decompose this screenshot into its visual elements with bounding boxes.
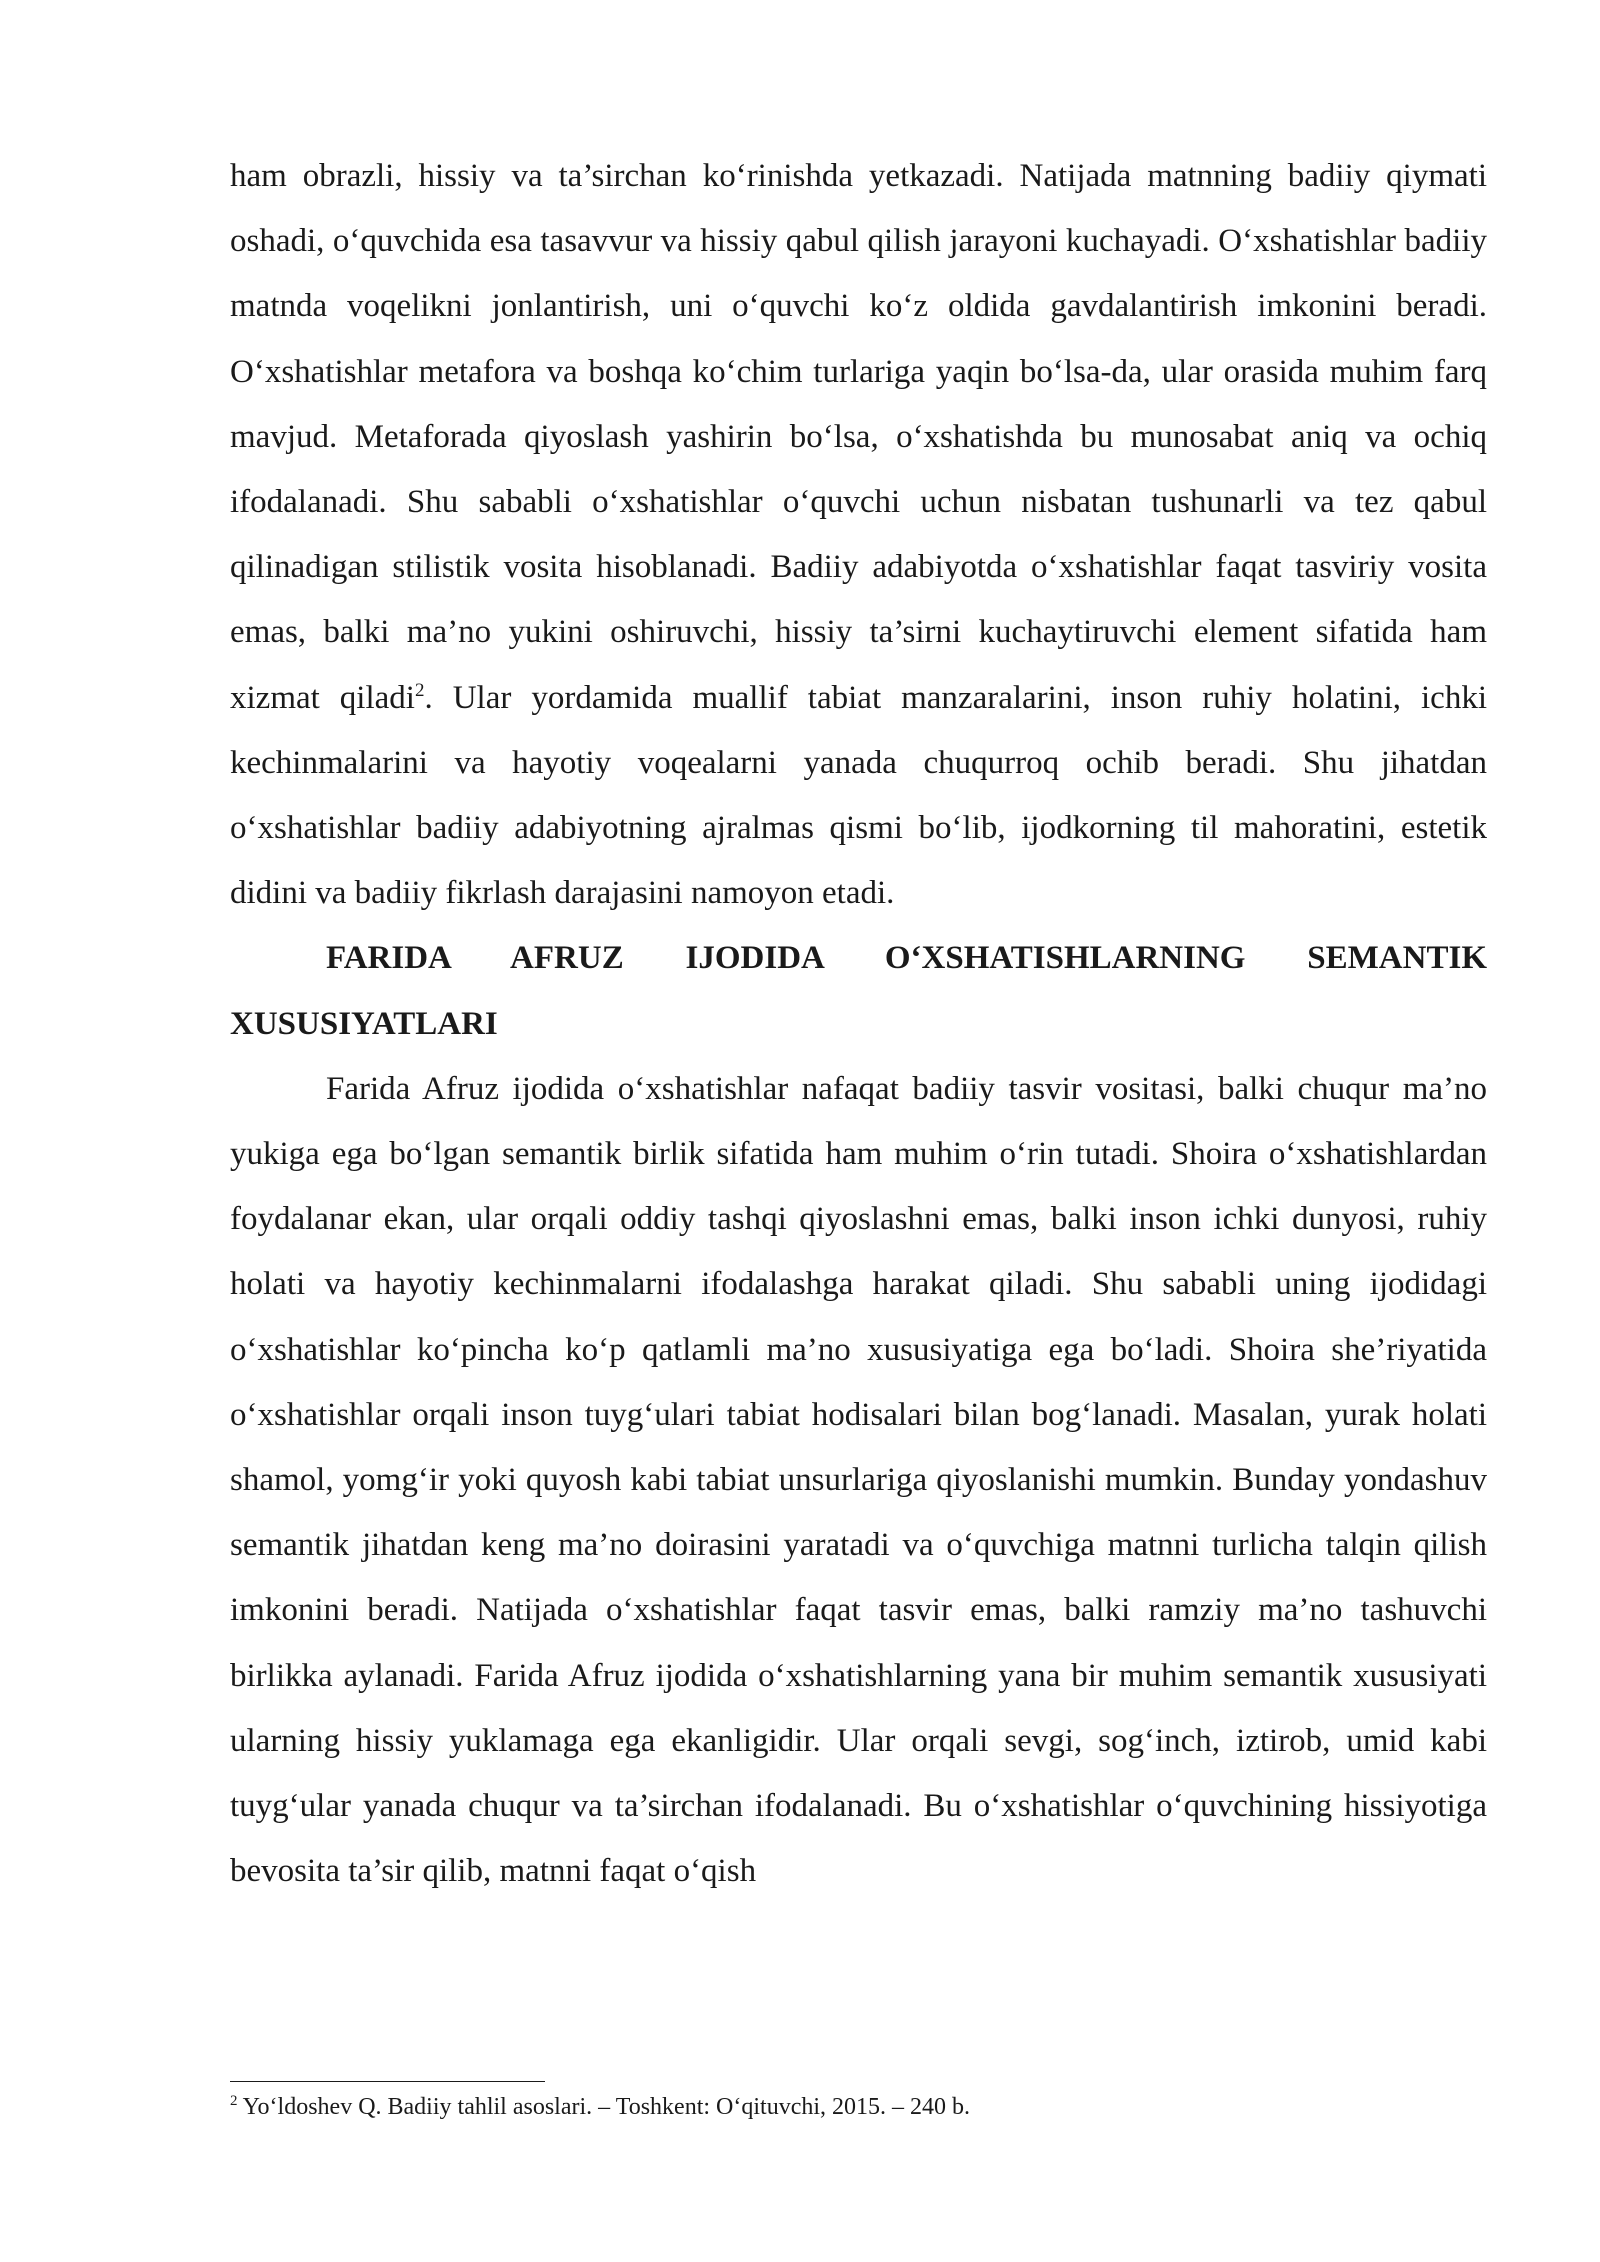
footnote xyxy=(230,2090,1487,2124)
paragraph-text: . Ular yordamida muallif tabiat manzaralarini, inson ruhiy holatini, ichki kechinmalarini va hayotiy voqealarni yanada chuqurroq ochib beradi. Shu jihatdan o‘xshatishlar badiiy adabiyotning ajralmas qismi bo‘lib, ijodkorning til mahoratini, estetik didini va badiiy fikrlash darajasini namoyon etadi. xyxy=(230,679,1488,912)
footnote-text: Yo‘ldoshev Q. Badiiy tahlil asoslari. – Toshkent: O‘qituvchi, 2015. – 240 b. xyxy=(237,2094,971,2120)
paragraph-text: ham obrazli, hissiy va ta’sirchan ko‘rinishda yetkazadi. Natijada matnning badiiy qiymati oshadi, o‘quvchida esa tasavvur va hissiy qabul qilish jarayoni kuchayadi. O‘xshatishlar badiiy matnda voqelikni jonlantirish, uni o‘quvchi ko‘z oldida gavdalantirish imkonini beradi. O‘xshatishlar metafora va boshqa ko‘chim turlariga yaqin bo‘lsa-da, ular orasida muhim farq mavjud. Metaforada qiyoslash yashirin bo‘lsa, o‘xshatishda bu munosabat aniq va ochiq ifodalanadi. Shu sababli o‘xshatishlar o‘quvchi uchun nisbatan tushunarli va tez qabul qilinadigan stilistik vosita hisoblanadi. Badiiy adabiyotda o‘xshatishlar faqat tasviriy vosita emas, balki ma’no yukini oshiruvchi, hissiy ta’sirni kuchaytiruvchi element sifatida ham xizmat qiladi xyxy=(230,158,1487,716)
footnote-separator xyxy=(230,2081,545,2082)
footnote-reference: 2 xyxy=(414,679,425,701)
paragraph: Farida Afruz ijodida o‘xshatishlar nafaqat badiiy tasvir vositasi, balki chuqur ma’no yukiga ega bo‘lgan semantik birlik sifatida ham muhim o‘rin tutadi. Shoira o‘xshatishlardan foydalanar ekan, ular orqali oddiy tashqi qiyoslashni emas, balki inson ichki dunyosi, ruhiy holati va hayotiy kechinmalarni ifodalashga harakat qiladi. Shu sababli uning ijodidagi o‘xshatishlar ko‘pincha ko‘p qatlamli ma’no xususiyatiga ega bo‘ladi. Shoira she’riyatida o‘xshatishlar orqali inson tuyg‘ulari tabiat hodisalari bilan bog‘lanadi. Masalan, yurak holati shamol, yomg‘ir yoki quyosh kabi tabiat unsurlariga qiyoslanishi mumkin. Bunday yondashuv semantik jihatdan keng ma’no doirasini yaratadi va o‘quvchiga matnni turlicha talqin qilish imkonini beradi. Natijada o‘xshatishlar faqat tasvir emas, balki ramziy ma’no tashuvchi birlikka aylanadi. Farida Afruz ijodida o‘xshatishlarning yana bir muhim semantik xususiyati ularning hissiy yuklamaga ega ekanligidir. Ular orqali sevgi, sog‘inch, iztirob, umid kabi tuyg‘ular yanada chuqur va ta’sirchan ifodalanadi. Bu o‘xshatishlar o‘quvchining hissiyotiga bevosita ta’sir qilib, matnni faqat o‘qish xyxy=(230,1070,1487,1890)
footnote-number: 2 xyxy=(230,2093,238,2109)
paragraph-continued xyxy=(230,144,1487,926)
document-body xyxy=(230,144,1487,1904)
section-heading: FARIDA AFRUZ IJODIDA O‘XSHATISHLARNING SEMANTIK XUSUSIYATLARI xyxy=(230,940,1487,1042)
